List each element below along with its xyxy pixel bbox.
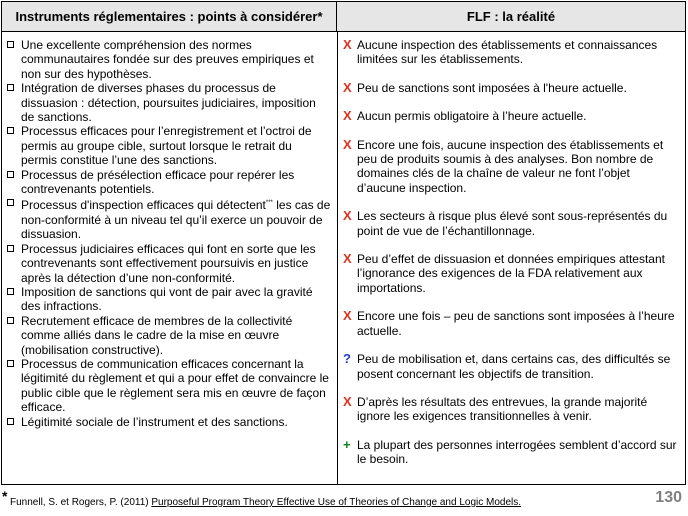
x-mark-icon: X (343, 208, 352, 224)
header-left: Instruments réglementaires : points à considérer* (2, 2, 337, 32)
x-mark-icon: X (343, 393, 352, 409)
list-item: Une excellente compréhension des normes communautaires fondée sur des preuves empiriques et non sur des hypothèses. (7, 38, 331, 81)
square-bullet-icon (7, 127, 14, 134)
list-item: Processus de présélection efficace pour repérer les contrevenants potentiels. (7, 168, 331, 197)
page-number: 130 (655, 489, 682, 506)
list-item: Processus d'inspection efficaces qui détectent*** les cas de non-conformité à un niveau tel qu’il exerce un pouvoir de dissuasion. (7, 196, 331, 241)
footnote-star: * (2, 488, 8, 504)
left-column (7, 38, 331, 429)
list-item: Recrutement efficace de membres de la collectivité comme alliés dans le cadre de la mise en œuvre (mobilisation constructive). (7, 314, 331, 357)
list-item: ? Peu de mobilisation et, dans certains cas, des difficultés se posent concernant les objectifs de transition. (343, 351, 671, 381)
square-bullet-icon (7, 84, 14, 91)
list-item: X Les secteurs à risque plus élevé sont sous-représentés du point de vue de l’échantillonnage. (343, 208, 668, 238)
x-mark-icon: X (343, 108, 352, 124)
question-mark-icon: ? (343, 351, 351, 367)
list-item: Processus de communication efficaces concernant la légitimité du règlement et qui a pour effet de convaincre le public cible que le règlement sera mis en œuvre de façon efficace. (7, 357, 331, 415)
right-column (343, 38, 679, 481)
square-bullet-icon (7, 317, 14, 324)
square-bullet-icon (7, 288, 14, 295)
list-item: X D’après les résultats des entrevues, la grande majorité ignore les exigences transitionnelles à venir. (343, 393, 648, 424)
reference-title: Purposeful Program Theory Effective Use of Theories of Change and Logic Models. (151, 497, 522, 508)
square-bullet-icon (7, 245, 14, 252)
list-item: X Peu d’effet de dissuasion et données empiriques attestant l’ignorance des exigences de la FDA relativement aux importations. (343, 251, 665, 295)
list-item: X Encore une fois, aucune inspection des établissements et peu de produits soumis à des analyses. Bon nombre de domaines clés de la chaîne de valeur ne font l’objet d’aucune inspection. (343, 136, 664, 195)
footnote (2, 488, 686, 512)
list-item: Légitimité sociale de l’instrument et des sanctions. (7, 415, 331, 429)
square-bullet-icon (7, 199, 14, 206)
x-mark-icon: X (343, 136, 352, 152)
list-item: + La plupart des personnes interrogées semblent d’accord sur le besoin. (343, 436, 677, 467)
header-right: FLF : la réalité (337, 2, 685, 32)
reference: Funnell, S. et Rogers, P. (2011) Purposeful Program Theory Effective Use of Theories of Change and Logic Models. (10, 497, 522, 508)
list-item: Imposition de sanctions qui vont de pair avec la gravité des infractions. (7, 285, 331, 314)
list-item: X Peu de sanctions sont imposées à l'heure actuelle. (343, 79, 627, 95)
x-mark-icon: X (343, 251, 352, 267)
square-bullet-icon (7, 418, 14, 425)
list-item: X Aucune inspection des établissements et connaissances limitées sur les établissements. (343, 37, 658, 67)
square-bullet-icon (7, 171, 14, 178)
column-divider (337, 32, 338, 484)
square-bullet-icon (7, 360, 14, 367)
list-item: Processus judiciaires efficaces qui font en sorte que les contrevenants sont effectivement poursuivis en justice après la détection d’une non-conformité. (7, 242, 331, 285)
list-item: X Encore une fois – peu de sanctions sont imposées à l’heure actuelle. (343, 308, 675, 338)
comparison-table (1, 1, 686, 485)
x-mark-icon: X (343, 79, 352, 95)
list-item: Intégration de diverses phases du processus de dissuasion : détection, poursuites judiciaires, imposition de sanctions. (7, 81, 331, 124)
plus-mark-icon: + (343, 436, 351, 452)
list-item: X Aucun permis obligatoire à l’heure actuelle. (343, 108, 587, 124)
x-mark-icon: X (343, 308, 352, 324)
x-mark-icon: X (343, 37, 352, 52)
footnote-marker: *** (265, 200, 273, 207)
list-item: Processus efficaces pour l’enregistrement et l’octroi de permis au groupe cible, surtout lorsque le retrait du permis constitue l’une des sanctions. (7, 124, 331, 167)
square-bullet-icon (7, 41, 14, 48)
